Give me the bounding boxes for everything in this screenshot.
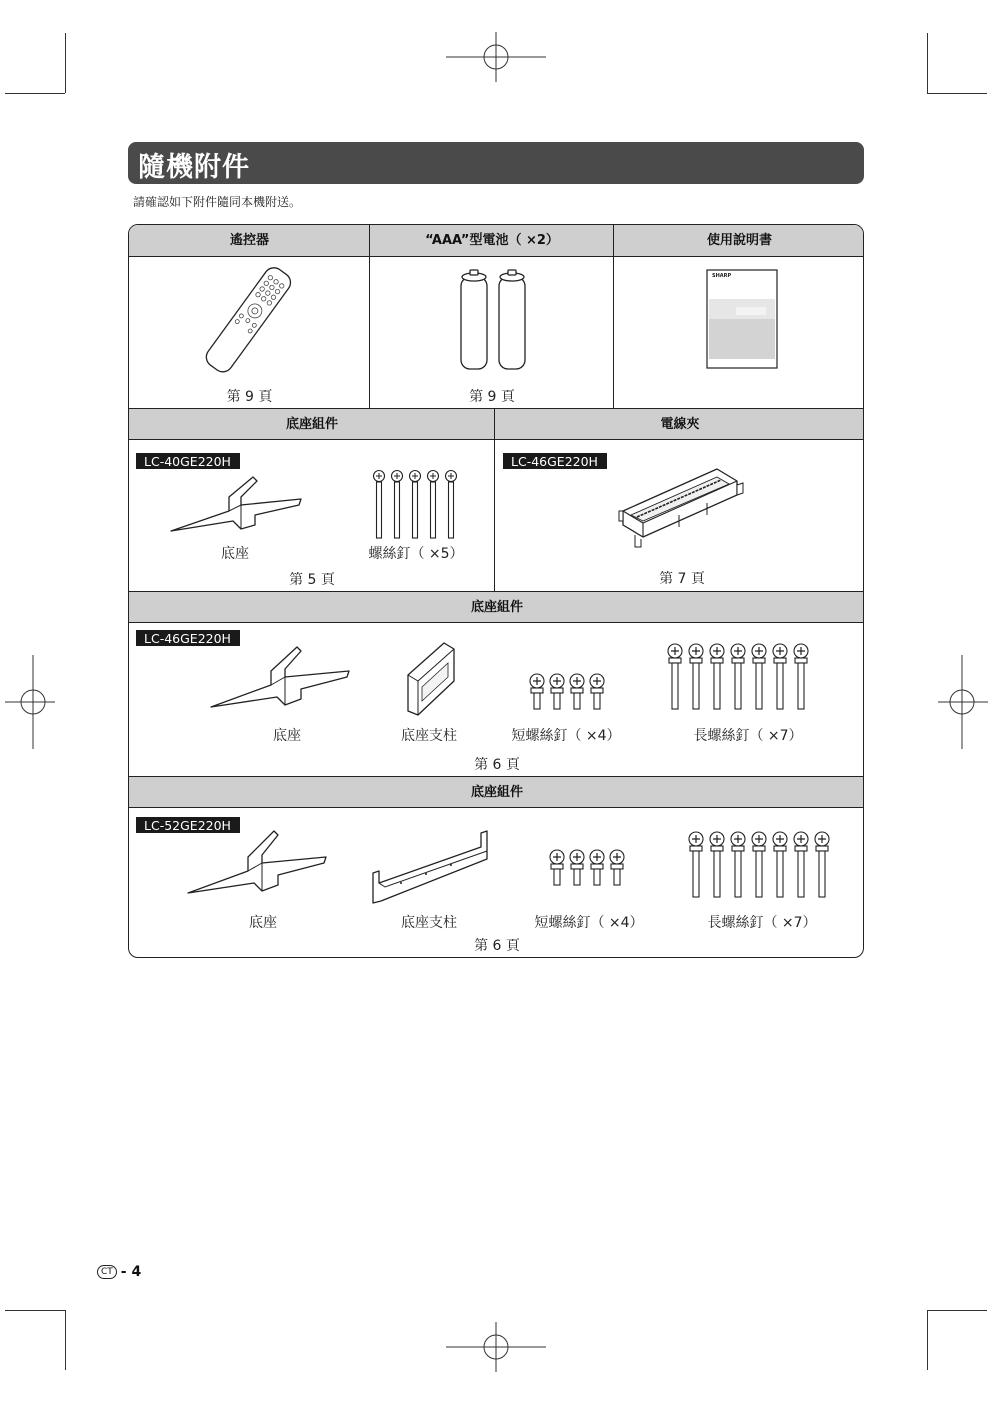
crop-mark	[65, 33, 66, 93]
long-screw-label: 長螺絲釘（ ×7）	[707, 915, 817, 931]
model-label: LC-46GE220H	[136, 630, 240, 646]
header-remote: 遙控器	[129, 225, 370, 257]
crop-mark	[5, 93, 65, 94]
header-stand-kit: 底座組件	[129, 409, 495, 440]
short-screws-icon	[527, 673, 609, 711]
header-manual: 使用說明書	[614, 225, 864, 257]
page-number: - 4	[120, 1264, 142, 1280]
short-screw-label: 短螺絲釘（ ×4）	[511, 728, 621, 744]
stand-base-icon	[209, 645, 351, 711]
accessories-table	[128, 224, 864, 958]
registration-mark-icon	[446, 32, 546, 82]
registration-mark-icon	[938, 655, 988, 749]
short-screws-icon	[547, 849, 629, 887]
stand-label: 底座	[273, 728, 301, 744]
crop-mark	[927, 1310, 928, 1370]
header-cable-clamp: 電線夾	[495, 409, 864, 440]
stand-base-icon	[169, 475, 303, 535]
crop-mark	[927, 33, 928, 93]
long-screw-label: 長螺絲釘（ ×7）	[693, 728, 803, 744]
remote-page-ref: 第 9 頁	[226, 389, 273, 405]
battery-page-ref: 第 9 頁	[469, 389, 515, 405]
registration-mark-icon	[446, 1322, 546, 1372]
divider	[613, 225, 614, 409]
cable-clamp-page-ref: 第 7 頁	[659, 571, 705, 587]
stand-label: 底座	[221, 546, 249, 562]
page-footer	[97, 1264, 141, 1280]
stand-label: 底座	[249, 915, 277, 931]
crop-mark	[65, 1310, 66, 1370]
model-label: LC-46GE220H	[503, 453, 607, 469]
crop-mark	[927, 1310, 987, 1311]
manual-book-icon	[706, 269, 778, 369]
stand-kit-page-ref: 第 6 頁	[474, 938, 520, 954]
crop-mark	[927, 93, 987, 94]
header-stand-kit: 底座組件	[129, 592, 864, 623]
screw-label: 螺絲釘（ ×5）	[368, 546, 464, 562]
divider	[494, 409, 495, 592]
post-label: 底座支柱	[401, 915, 457, 931]
stand-post-icon	[402, 641, 458, 717]
post-label: 底座支柱	[401, 728, 457, 744]
cable-clamp-icon	[617, 465, 745, 551]
model-label: LC-52GE220H	[136, 817, 240, 833]
divider	[369, 225, 370, 409]
long-screws-icon	[666, 643, 812, 711]
language-badge: CT	[97, 1265, 117, 1279]
registration-mark-icon	[5, 655, 55, 749]
stand-kit-page-ref: 第 6 頁	[474, 757, 520, 773]
long-screws-icon	[687, 831, 833, 899]
stand-base-icon	[186, 829, 328, 897]
section-title: 隨機附件	[138, 152, 250, 183]
section-title-bar	[128, 142, 864, 184]
screws-icon	[371, 469, 463, 539]
stand-kit-page-ref: 第 5 頁	[289, 572, 335, 588]
manual-logo: SHARP	[712, 273, 732, 279]
crop-mark	[5, 1310, 65, 1311]
remote-control-icon	[199, 267, 299, 371]
model-label: LC-40GE220H	[136, 453, 240, 469]
stand-post-icon	[371, 829, 493, 905]
header-batteries: “AAA”型電池（ ×2）	[370, 225, 614, 257]
short-screw-label: 短螺絲釘（ ×4）	[534, 915, 644, 931]
header-stand-kit: 底座組件	[129, 777, 864, 808]
battery-icon	[459, 269, 529, 371]
intro-text: 請確認如下附件隨同本機附送。	[133, 195, 302, 209]
